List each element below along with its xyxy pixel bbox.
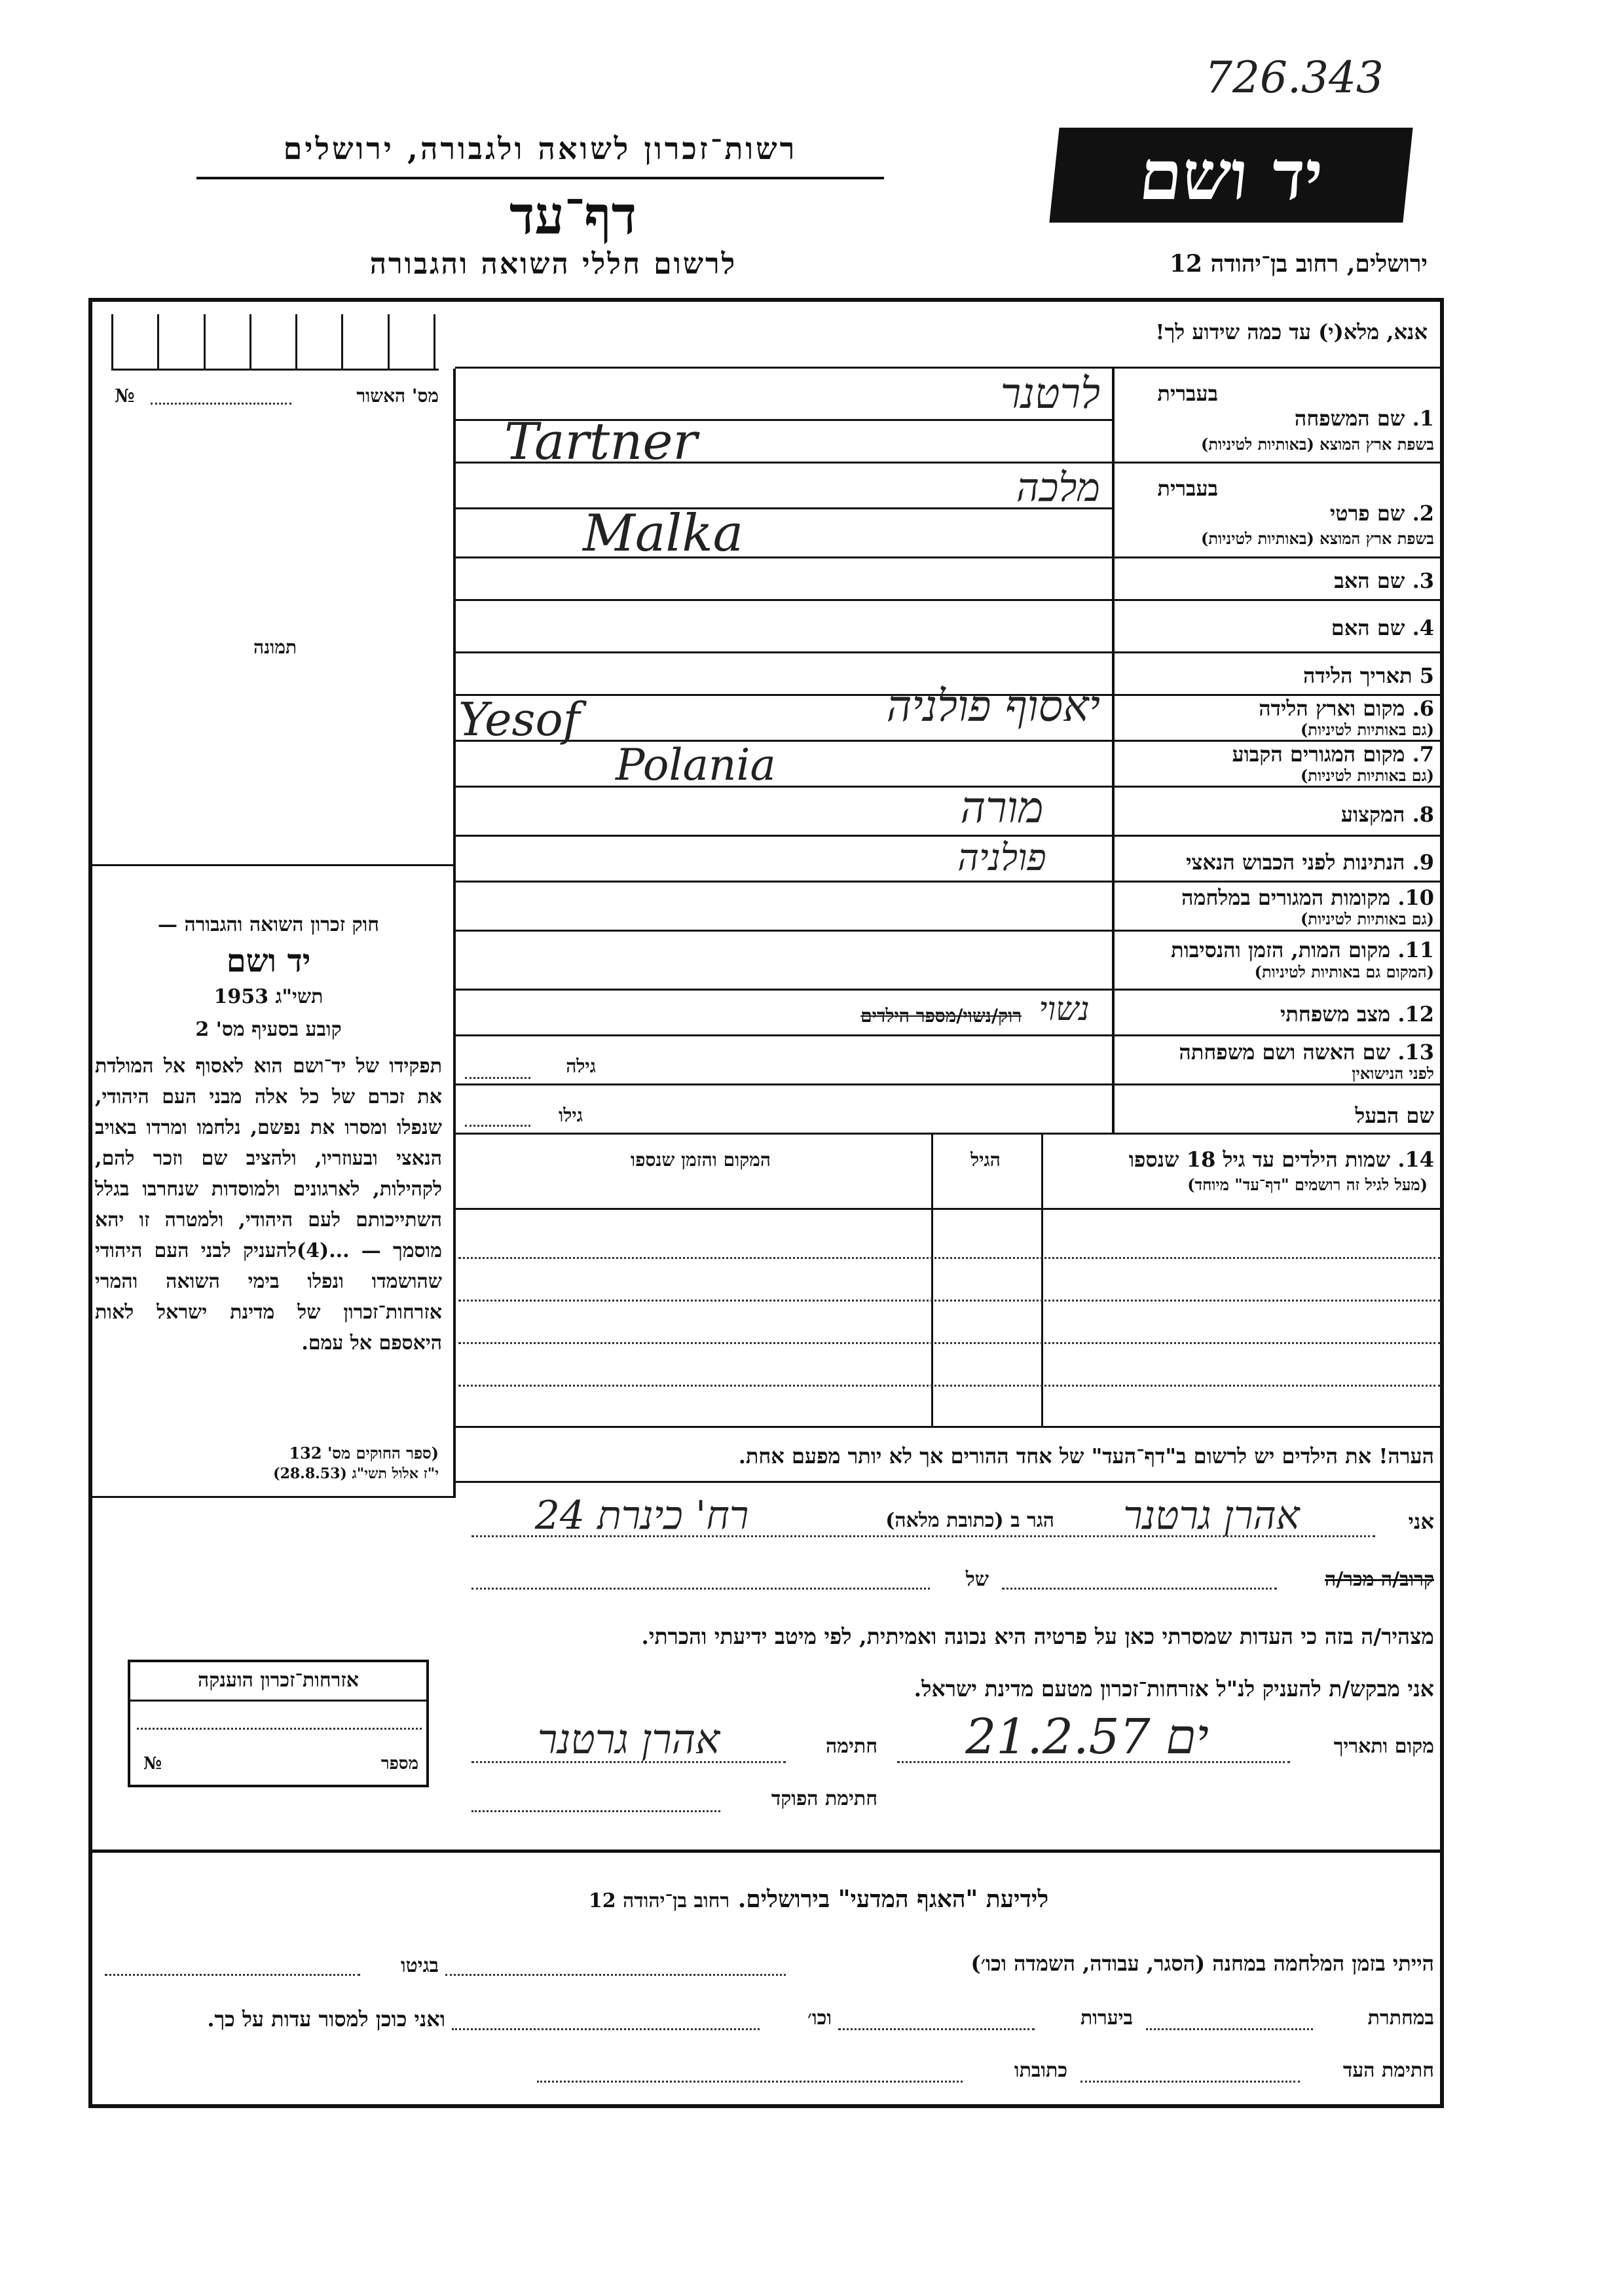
field-8-value-hebrew: מורה <box>960 782 1044 833</box>
footer-title-text: לידיעת "האגף המדעי" בירושלים. <box>737 1886 1049 1913</box>
children-row-line <box>458 1385 1441 1387</box>
field-9-name: הנתינות לפני הכבוש הנאצי <box>1186 850 1405 875</box>
address-dotted-line <box>471 1535 1375 1537</box>
witness-address-dotted-line <box>537 2081 963 2083</box>
footer-line3-b: כתובתו <box>1014 2059 1067 2082</box>
note: הערה! את הילדים יש לרשום ב"דף־העד" של אחד ההורים אך לא יותר מפעם אחת. <box>738 1444 1434 1468</box>
field-4-label <box>1126 615 1434 640</box>
yad-vashem-logo <box>1049 128 1412 223</box>
field-9-num: 9. <box>1412 850 1434 875</box>
divider <box>455 1084 1444 1085</box>
law-source: (ספר החוקים מס' 132 <box>289 1444 439 1463</box>
approval-number-cells <box>111 314 435 370</box>
field-1-hebrew-tag: בעברית <box>1157 381 1218 406</box>
field-10-name: מקומות המגורים במלחמה <box>1181 885 1391 910</box>
field-5-name: תאריך הלידה <box>1303 663 1412 688</box>
field-2-value-latin: Malka <box>583 504 744 563</box>
divider <box>92 864 455 866</box>
divider <box>453 369 456 1135</box>
footer-line2-d: ואני כוכן למסור עדות על כך. <box>207 2007 445 2032</box>
field-1-value-hebrew: לרטנר <box>1000 370 1100 418</box>
law-section: קובע בסעיף מס' 2 <box>195 1018 342 1041</box>
divider <box>455 1426 1444 1428</box>
divider <box>455 599 1444 601</box>
field-11-label <box>1126 938 1434 962</box>
husband-label: שם הבעל <box>1355 1103 1434 1128</box>
children-row-line <box>458 1342 1441 1344</box>
field-4-name: שם האם <box>1331 615 1405 640</box>
law-year <box>98 985 439 1008</box>
divider <box>1041 1135 1043 1426</box>
law-name: יד ושם <box>226 943 311 979</box>
children-title: שמות הילדים עד גיל 18 שנספו <box>1128 1147 1391 1172</box>
field-6-sub: (גם באותיות לטיניות) <box>1300 720 1434 739</box>
address-dotted-line-2 <box>471 1588 930 1590</box>
place-date-dotted-line <box>897 1761 1290 1763</box>
husband-age-dotted-line <box>465 1125 530 1127</box>
declaration-residing: הגר ב (כתובת מלאה) <box>885 1509 1054 1532</box>
field-12-value: נשוי <box>1039 990 1090 1028</box>
children-age-header: הגיל <box>970 1149 1001 1171</box>
field-10-sub: (גם באותיות לטיניות) <box>1300 909 1434 928</box>
divider <box>111 369 439 371</box>
field-11-name: מקום המות, הזמן והנסיבות <box>1171 938 1391 962</box>
law-year-hebrew: תשי"ג <box>275 985 323 1008</box>
divider <box>455 1133 1444 1135</box>
divider <box>455 881 1444 883</box>
law-year-number: 1953 <box>213 985 269 1008</box>
field-7-sub: (גם באותיות לטיניות) <box>1300 766 1434 785</box>
approval-label: מס' האשור <box>356 385 439 407</box>
field-13-num: 13. <box>1397 1040 1434 1065</box>
law-text: תפקידו של יד־ושם הוא לאסוף אל המולדת את זכרם של כל אלה מבני העם היהודי, שנפלו ומסרו את נפשם, נלחמו ומרדו באויב הנאצי ובעוזריו, ולהציב שם וזכר להם, לקהילות, לארגונים ולמוסדות שנחרבו בגלל השתייכותם לעם היהודי, ולמטרה זו יהא מוסמך — ...(4)להעניק לבני העם היהודי שהושמדו ונפלו בימי השואה והמרי אזרחות־זכרון של מדינת ישראל לאות היאספם אל עמם. <box>95 1055 442 1355</box>
footer-title <box>458 1886 1179 1913</box>
official-dotted-line <box>471 1810 720 1812</box>
declaration-shel: של <box>965 1568 989 1591</box>
field-12-num: 12. <box>1397 1002 1434 1027</box>
footer-address: רחוב בן־יהודה 12 <box>588 1889 730 1912</box>
field-10-num: 10. <box>1397 885 1434 910</box>
citizenship-number-mark: № <box>143 1754 162 1774</box>
field-10-label <box>1126 885 1434 910</box>
field-6-name: מקום וארץ הלידה <box>1259 696 1405 721</box>
approval-mark: № <box>115 385 135 407</box>
field-2-label <box>1126 501 1434 526</box>
children-num: 14. <box>1397 1147 1434 1172</box>
field-1-num: 1. <box>1412 406 1434 431</box>
declaration-request: אני מבקש/ת להעניק לנ"ל אזרחות־זכרון מטעם מדינת ישראל. <box>913 1676 1434 1702</box>
field-2-num: 2. <box>1412 501 1434 526</box>
children-place-header: המקום והזמן שנספו <box>631 1149 771 1171</box>
field-8-name: המקצוע <box>1340 802 1405 827</box>
footer-line1-a: הייתי בזמן המלחמה במחנה (הסגר, עבודה, השמדה וכו׳) <box>970 1951 1434 1976</box>
forests-dotted-line <box>838 2028 1035 2030</box>
field-7-value-latin: Polania <box>616 740 776 790</box>
field-3-label <box>1126 568 1434 593</box>
place-date-value: ים 21.2.57 <box>965 1709 1209 1765</box>
witness-signature-dotted-line <box>1080 2081 1300 2083</box>
field-13-age-label: גילה <box>566 1055 596 1077</box>
field-3-num: 3. <box>1412 568 1434 593</box>
footer-line2-b: ביערות <box>1080 2007 1133 2030</box>
field-13-label <box>1126 1040 1434 1065</box>
footer-line2-a: במחתרת <box>1367 2007 1434 2030</box>
citizenship-title: אזרחות־זכרון הוענקה <box>197 1669 360 1692</box>
divider <box>931 1135 933 1426</box>
header-underline <box>196 177 884 179</box>
law-date: י"ז אלול תשי"ג (28.8.53) <box>273 1465 439 1482</box>
declaration-ani-value: אהרן גרטנר <box>1123 1493 1300 1539</box>
field-1-value-latin: Tartner <box>504 412 697 471</box>
camp-dotted-line <box>445 1974 786 1976</box>
etc-dotted-line <box>452 2028 760 2030</box>
field-4-num: 4. <box>1412 615 1434 640</box>
logo-text: יד ושם <box>1135 135 1327 215</box>
field-6-value-latin: Yesof <box>458 693 580 746</box>
signature-value: אהרן גרטנר <box>537 1715 720 1763</box>
header-address: ירושלים, רחוב בן־יהודה 12 <box>1169 250 1428 278</box>
field-5-num: 5 <box>1419 663 1434 688</box>
field-5-label <box>1126 663 1434 688</box>
relation-dotted-line <box>1002 1588 1277 1590</box>
field-1-name: שם המשפחה <box>1294 406 1405 431</box>
field-6-value-hebrew: יאסוף פולניה <box>886 681 1100 731</box>
divider <box>455 1481 1444 1483</box>
children-sub: (מעל לגיל זה רושמים "דף־עד" מיוחד) <box>1187 1175 1428 1194</box>
citizenship-number-label: מספר <box>380 1754 418 1774</box>
field-8-label <box>1126 802 1434 827</box>
wife-age-dotted-line <box>465 1077 530 1079</box>
photo-label: תמונה <box>253 636 297 658</box>
field-8-num: 8. <box>1412 802 1434 827</box>
divider <box>1112 369 1115 1135</box>
divider <box>455 367 1444 369</box>
ghetto-dotted-line <box>105 1974 360 1976</box>
footer-line3-a: חתימת העד <box>1342 2059 1434 2082</box>
divider <box>455 651 1444 653</box>
field-2-hebrew-tag: בעברית <box>1157 476 1218 501</box>
field-11-sub: (המקום גם באותיות לטיניות) <box>1254 962 1434 981</box>
husband-age-label: גילו <box>559 1104 583 1126</box>
footer-line1-b: בגיטו <box>400 1954 439 1977</box>
field-7-label <box>1126 742 1434 767</box>
field-6-label <box>1126 696 1434 721</box>
field-2-sub: בשפת ארץ המוצא (באותיות לטיניות) <box>1201 529 1434 548</box>
children-row-line <box>458 1300 1441 1302</box>
field-2-value-hebrew: מלכה <box>1016 465 1100 511</box>
signature-label: חתימה <box>826 1735 877 1758</box>
footer-line2-c: וכו׳ <box>807 2007 832 2030</box>
field-12-options: רוק/נשוי/מספר הילדים <box>860 1005 1022 1027</box>
field-13-sub: לפני הנישואין <box>1352 1064 1434 1083</box>
field-13-name: שם האשה ושם משפחתה <box>1179 1040 1391 1065</box>
approval-dotted-line <box>151 403 291 405</box>
field-11-num: 11. <box>1397 938 1434 962</box>
footer-divider <box>88 1850 1444 1853</box>
divider <box>453 1135 456 1498</box>
underground-dotted-line <box>1146 2028 1313 2030</box>
field-9-value-hebrew: פולניה <box>957 837 1046 879</box>
field-12-label <box>1126 1002 1434 1027</box>
form-subtitle: לרשום חללי השואה והגבורה <box>369 247 737 281</box>
children-row-line <box>458 1257 1441 1259</box>
citizenship-box <box>128 1660 429 1787</box>
declaration-ani: אני <box>1408 1509 1434 1534</box>
declaration-address-value: רח' כינרת 24 <box>534 1493 749 1539</box>
divider <box>92 1496 455 1498</box>
divider <box>455 1034 1444 1036</box>
field-12-name: מצב משפחתי <box>1280 1002 1391 1027</box>
field-1-label <box>1126 406 1434 431</box>
field-7-name: מקום המגורים הקבוע <box>1232 742 1405 767</box>
signature-dotted-line <box>471 1761 786 1763</box>
instructions: אנא, מלא(י) עד כמה שידוע לך! <box>1155 319 1428 344</box>
divider <box>455 989 1444 991</box>
divider <box>455 1208 1444 1210</box>
declaration-relation: קרוב/ה מכר/ה <box>1325 1568 1434 1591</box>
field-6-num: 6. <box>1412 696 1434 721</box>
field-3-name: שם האב <box>1334 568 1405 593</box>
field-1-sub: בשפת ארץ המוצא (באותיות לטיניות) <box>1201 435 1434 454</box>
place-date-label: מקום ותאריך <box>1333 1735 1434 1758</box>
official-signature-label: חתימת הפוקד <box>771 1787 877 1810</box>
form-title: דף־עד <box>509 185 637 246</box>
authority-name: רשות־זכרון לשואה ולגבורה, ירושלים <box>283 131 798 166</box>
field-9-label <box>1126 850 1434 875</box>
law-title: חוק זכרון השואה והגבורה — <box>158 913 379 936</box>
citizenship-dotted-line <box>137 1728 422 1730</box>
declaration-statement: מצהיר/ה בזה כי העדות שמסרתי כאן על פרטיה היא נכונה ואמיתית, לפי מיטב ידיעתי והכרתי. <box>641 1624 1434 1649</box>
field-7-num: 7. <box>1412 742 1434 767</box>
field-2-name: שם פרטי <box>1329 501 1405 526</box>
handwritten-file-number: 726.343 <box>1205 52 1384 103</box>
divider <box>455 930 1444 932</box>
children-label <box>1035 1147 1434 1172</box>
